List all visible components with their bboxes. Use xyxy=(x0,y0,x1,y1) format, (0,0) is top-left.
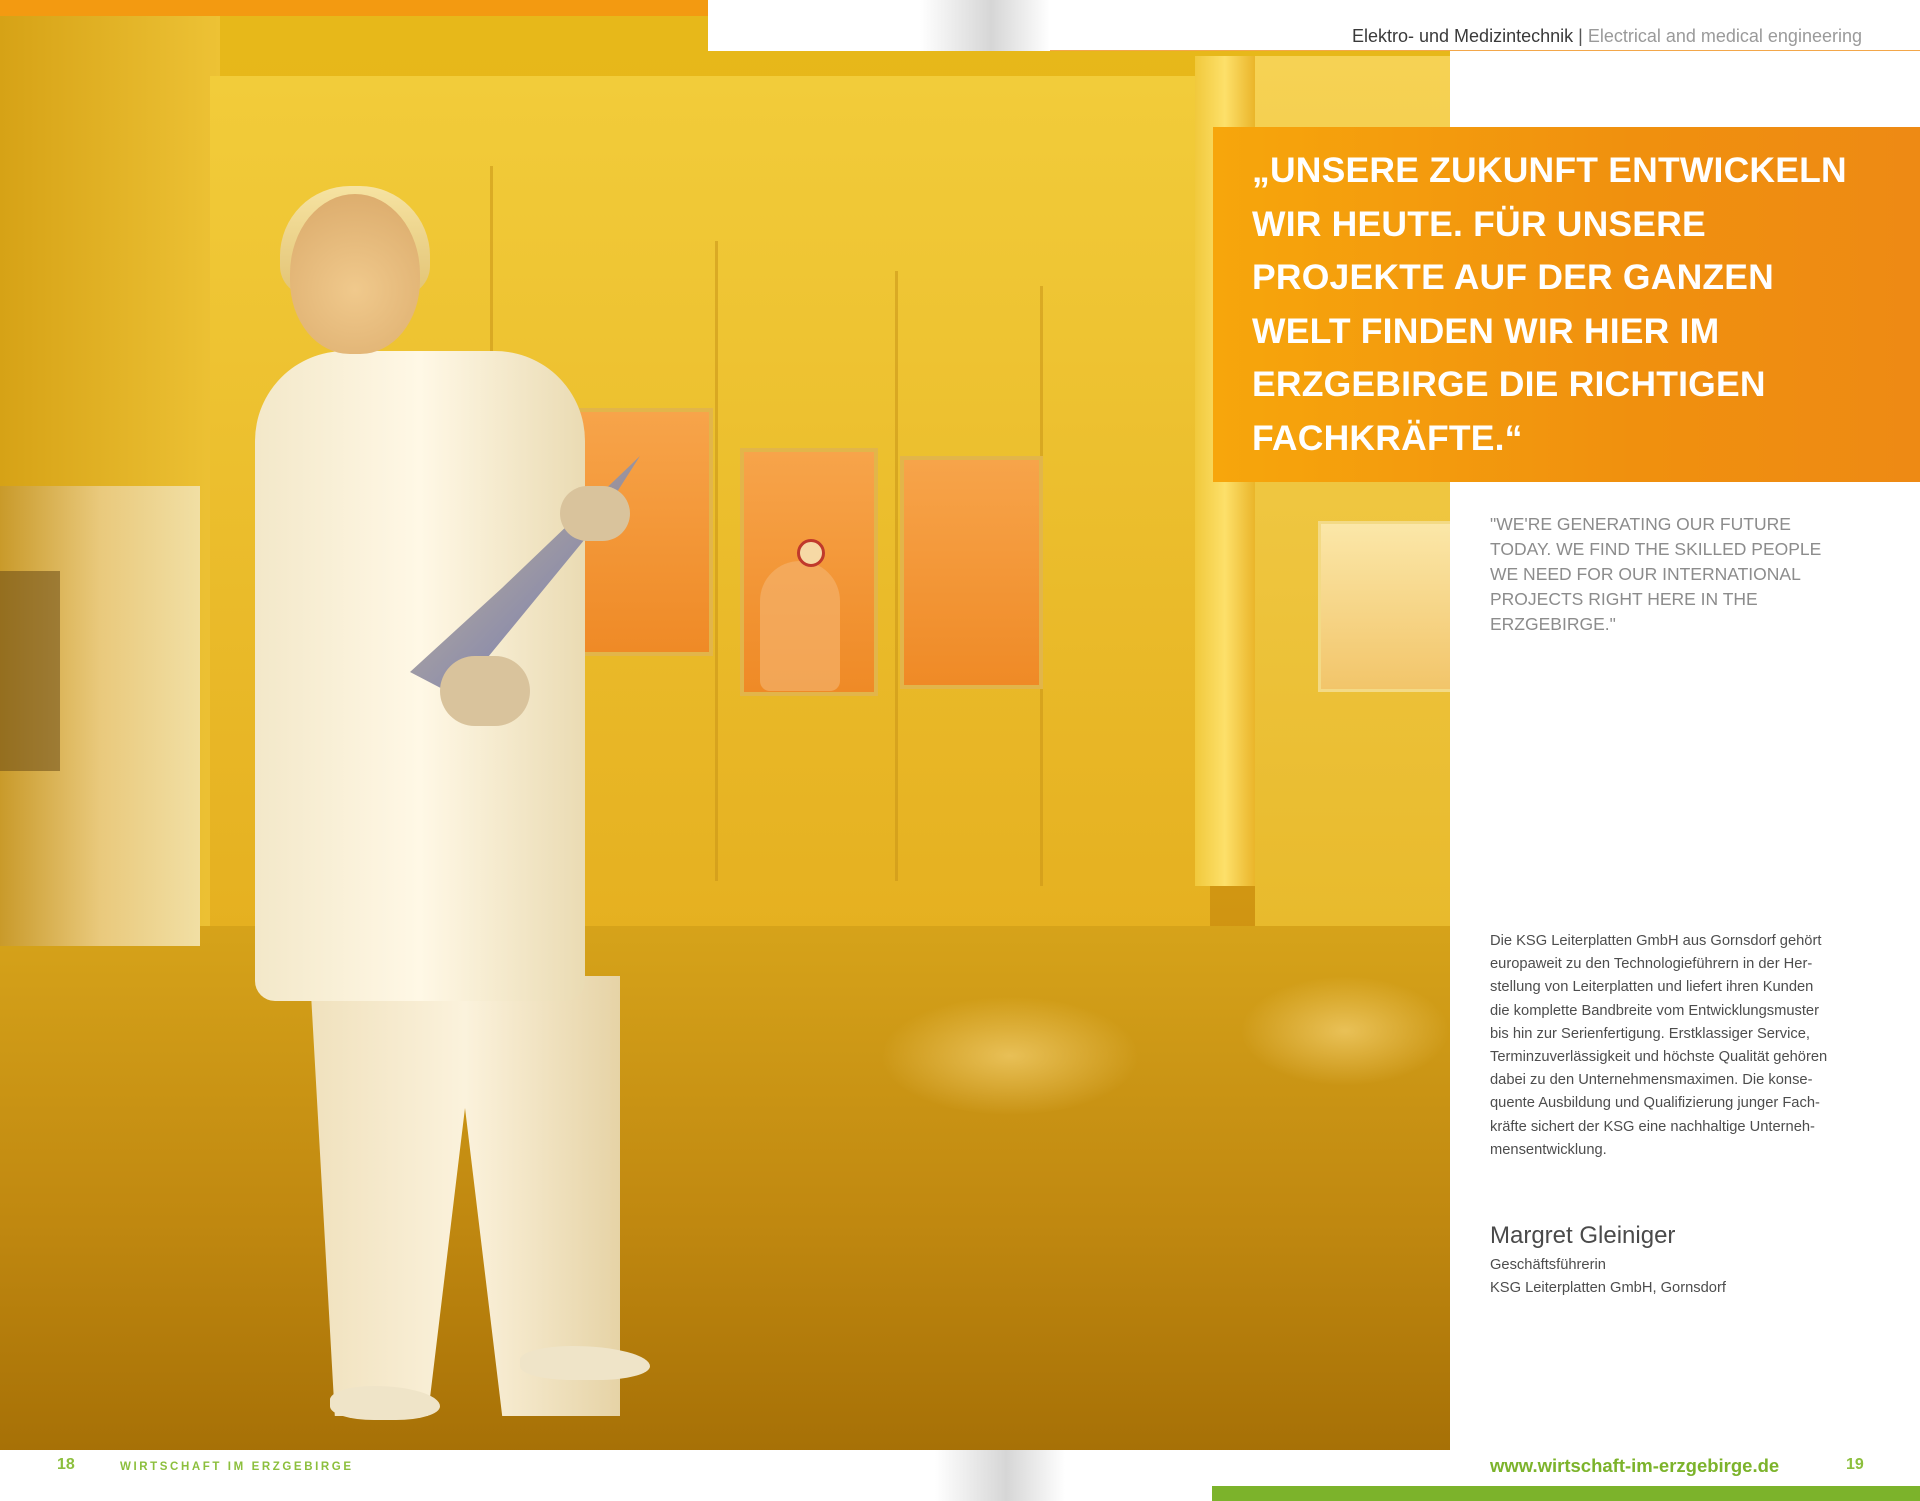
section-title-de: Elektro- und Medizintechnik xyxy=(1352,26,1574,46)
website-link[interactable]: www.wirtschaft-im-erzgebirge.de xyxy=(1490,1455,1780,1476)
publication-name: WIRTSCHAFT IM ERZGEBIRGE xyxy=(120,1461,354,1473)
page-gutter xyxy=(920,0,1050,51)
page-number-right: 19 xyxy=(1846,1456,1864,1473)
body-paragraph: Die KSG Leiterplatten GmbH aus Gornsdorf gehört europaweit zu den Technologieführern in der Her- stellung von Leiterplatten und liefert ihren Kunden die komplette Bandbreite vom Entwicklungsmuster bis hin zur Serienfertigung. Erstklassiger Service, Terminzuverlässigkeit und höchste Qualität gehören dabei zu den Unternehmensmaximen. Die konse- quente Ausbildung und Qualifizierung junger Fach- kräfte sichert der KSG eine nachhaltige Unterneh- mensentwicklung. xyxy=(1490,933,1828,1158)
no-entry-sign-icon xyxy=(797,539,825,567)
pull-quote-english: "WE'RE GENERATING OUR FUTURE TODAY. WE FIND THE SKILLED PEOPLE WE NEED FOR OUR INTERNATIONAL PROJECTS RIGHT HERE IN THE ERZGEBIRGE." xyxy=(1490,514,1822,634)
person-name: Margret Gleiniger xyxy=(1490,1222,1676,1249)
section-header xyxy=(1352,26,1862,47)
top-accent-bar xyxy=(0,0,708,16)
pull-quote-german: „UNSERE ZUKUNFT ENTWICKELN WIR HEUTE. FÜR UNSERE PROJEKTE AUF DER GANZEN WELT FINDEN WIR HIER IM ERZGEBIRGE DIE RICHTIGEN FACHKRÄFTE.“ xyxy=(1252,150,1847,458)
page-number-left: 18 xyxy=(57,1456,75,1473)
header-separator: | xyxy=(1578,26,1583,46)
section-title-en: Electrical and medical engineering xyxy=(1587,26,1862,46)
cleanroom-worker xyxy=(760,561,840,691)
bottom-accent-bar xyxy=(1212,1486,1920,1501)
person-role: Geschäftsführerin xyxy=(1490,1257,1606,1273)
person-company: KSG Leiterplatten GmbH, Gornsdorf xyxy=(1490,1280,1726,1296)
